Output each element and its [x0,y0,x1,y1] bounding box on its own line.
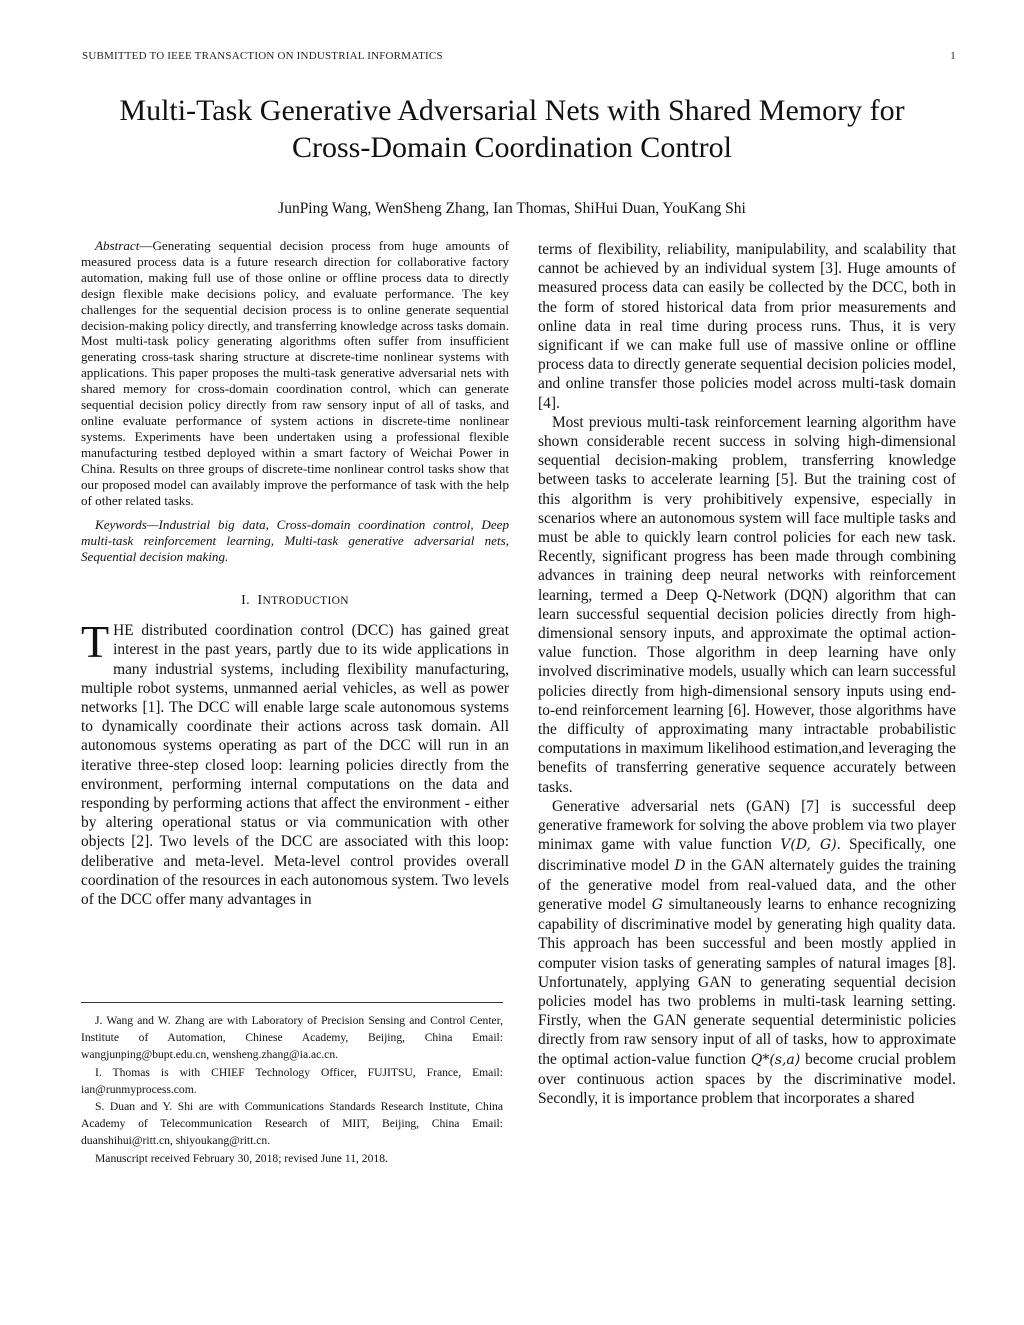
keywords-text: —Industrial big data, Cross-domain coordination control, Deep multi-task reinforcement learning, Multi-task generative adversarial nets, Sequential decision making. [81,517,509,565]
section-title-rest: NTRODUCTION [262,595,349,608]
abstract-label: Abstract [95,238,140,253]
page-number: 1 [950,50,956,62]
gan-text-d: simultaneously learns to enhance recognizing capability of discriminative model by generating high quality data. This approach has been successful and been mostly applied in computer vision tasks of generating samples of natural images [8]. Unfortunately, applying GAN to generating sequential decision policies model has two problems in multi-task learning setting. Firstly, when the GAN generate sequential deterministic policies directly from raw sensory input of all of tasks, how to approximate the optimal action-value function [538,895,956,1068]
gan-text-a: Generative adversarial nets (GAN) [7] is successful deep generative framework for solving the above problem via two player minimax game with value function [538,797,956,854]
footnote-manuscript-dates: Manuscript received February 30, 2018; revised June 11, 2018. [95,1151,388,1165]
running-title: SUBMITTED TO IEEE TRANSACTION ON INDUSTRIAL INFORMATICS [82,50,443,62]
footnote-affiliation-2: I. Thomas is with CHIEF Technology Officer, FUJITSU, France, Email: ian@runmyprocess.com. [81,1065,503,1096]
paper-title [60,92,964,166]
section-title-first: I [257,593,263,609]
right-column [538,240,956,1108]
author-list: JunPing Wang, WenSheng Zhang, Ian Thomas, ShiHui Duan, YouKang Shi [278,200,746,217]
math-q-function: Q*(s,a) [750,1051,801,1068]
title-line-2: Cross-Domain Coordination Control [292,131,732,164]
keywords-label: Keywords [95,517,147,533]
math-generator: G [651,896,663,913]
intro-paragraph [81,616,509,909]
title-line-1: Multi-Task Generative Adversarial Nets with Shared Memory for [119,94,905,127]
continued-paragraph: terms of flexibility, reliability, manipulability, and scalability that cannot be achieved by an individual system [3]. Huge amounts of measured process data can easily be collected by the DCC, both in the form of stored historical data from prior measurements and online data in real time during process runs. Thus, it is very significant if we can make full use of massive online or offline process data to directly generate sequential decision policies model, and online transfer those policies model across multi-task domain [4]. [538,241,956,412]
left-column [81,238,509,909]
footnote-affiliation-3: S. Duan and Y. Shi are with Communications Standards Research Institute, China Academy of Telecommunication Research of MIIT, Beijing, China Email: duanshihui@ritt.cn, shiyoukang@ritt.cn. [81,1100,503,1148]
gan-text-e: become crucial problem over continuous action spaces by the discriminative model. Secondly, it is importance problem that incorporates a shared [538,1050,956,1107]
abstract [81,238,509,508]
running-header [82,50,956,66]
gan-text-b: . Specifically, one discriminative model [538,836,957,874]
math-discriminator: D [674,857,686,874]
math-value-function: V(D, G) [780,837,837,854]
footnote-divider [81,1002,503,1003]
footnotes [81,1012,503,1167]
abstract-text: —Generating sequential decision process from huge amounts of measured process data is a future research direction for collaborative factory automation, making full use of those online or offline process data to directly design flexible make decisions policy, and evaluate performance. The key challenges for the sequential decision process is to online generate sequential decision-making policy directly, and transferring knowledge across tasks domain. Most multi-task policy generating algorithms often suffer from insufficient generating cross-task sharing structure at discrete-time nonlinear systems with applications. This paper proposes the multi-task generative adversarial nets with shared memory for cross-domain coordination control, which can generate sequential decision policy directly from raw sensory input of all of tasks, and online evaluate performance of system actions in discrete-time nonlinear systems. Experiments have been undertaken using a professional flexible manufacturing testbed deployed within a smart factory of Weichai Power in China. Results on three groups of discrete-time nonlinear control tasks show that our proposed model can availably improve the performance of task with the help of other related tasks. [81,238,509,508]
gan-text-c: in the GAN alternately guides the training of the generative model from real-valued data, and the other generative model [538,856,956,913]
intro-paragraph-text: HE distributed coordination control (DCC) has gained great interest in the past years, partly due to its wide applications in many industrial systems, including flexibility manufacturing, multiple robot systems, unmanned aerial vehicles, as well as power networks [1]. The DCC will enable large scale autonomous systems to dynamically coordinate their actions across task domain. All autonomous systems operating as part of the DCC will run in an iterative three-step closed loop: learning policies directly from the environment, performing internal computations on the data and responding by performing actions that affect the environment - either by altering operational status or via communication with other objects [2]. Two levels of the DCC are associated with this loop: deliberative and meta-level. Meta-level control provides overall coordination of the resources in each autonomous system. Two levels of the DCC offer many advantages in [81,622,509,908]
drop-cap: T [81,616,110,668]
section-heading-introduction [81,593,509,609]
footnote-affiliation-1: J. Wang and W. Zhang are with Laboratory of Precision Sensing and Control Center, Institute of Automation, Chinese Academy, Beijing, China Email: wangjunping@bupt.edu.cn, wensheng.zhang@ia.ac.cn. [81,1014,503,1062]
mtrl-paragraph: Most previous multi-task reinforcement learning algorithm have shown considerable recent success in solving high-dimensional sequential decision-making problem, transferring knowledge between tasks to accelerate learning [5]. But the training cost of this algorithm is very prohibitively expensive, especially in scenarios where an autonomous system will face multiple tasks and must be able to quickly learn control policies for each new task. Recently, significant progress has been made through combining advances in training deep neural networks with reinforcement learning, termed a Deep Q-Network (DQN) algorithm that can learn successful sequential decision policies directly from high-dimensional sensory inputs, and approximate the optimal action-value function. Those algorithm in deep learning have only involved discriminative models, usually which can learn successful policies directly from high-dimensional sensory inputs using end-to-end reinforcement learning [6]. However, those algorithms have the difficulty of approximating many intractable probabilistic computations in maximum likelihood estimation,and leveraging the benefits of transferring generative sequence accurately between tasks. [538,413,956,796]
gan-paragraph [538,797,956,1108]
keywords [81,517,509,565]
section-number: I. [241,593,250,609]
